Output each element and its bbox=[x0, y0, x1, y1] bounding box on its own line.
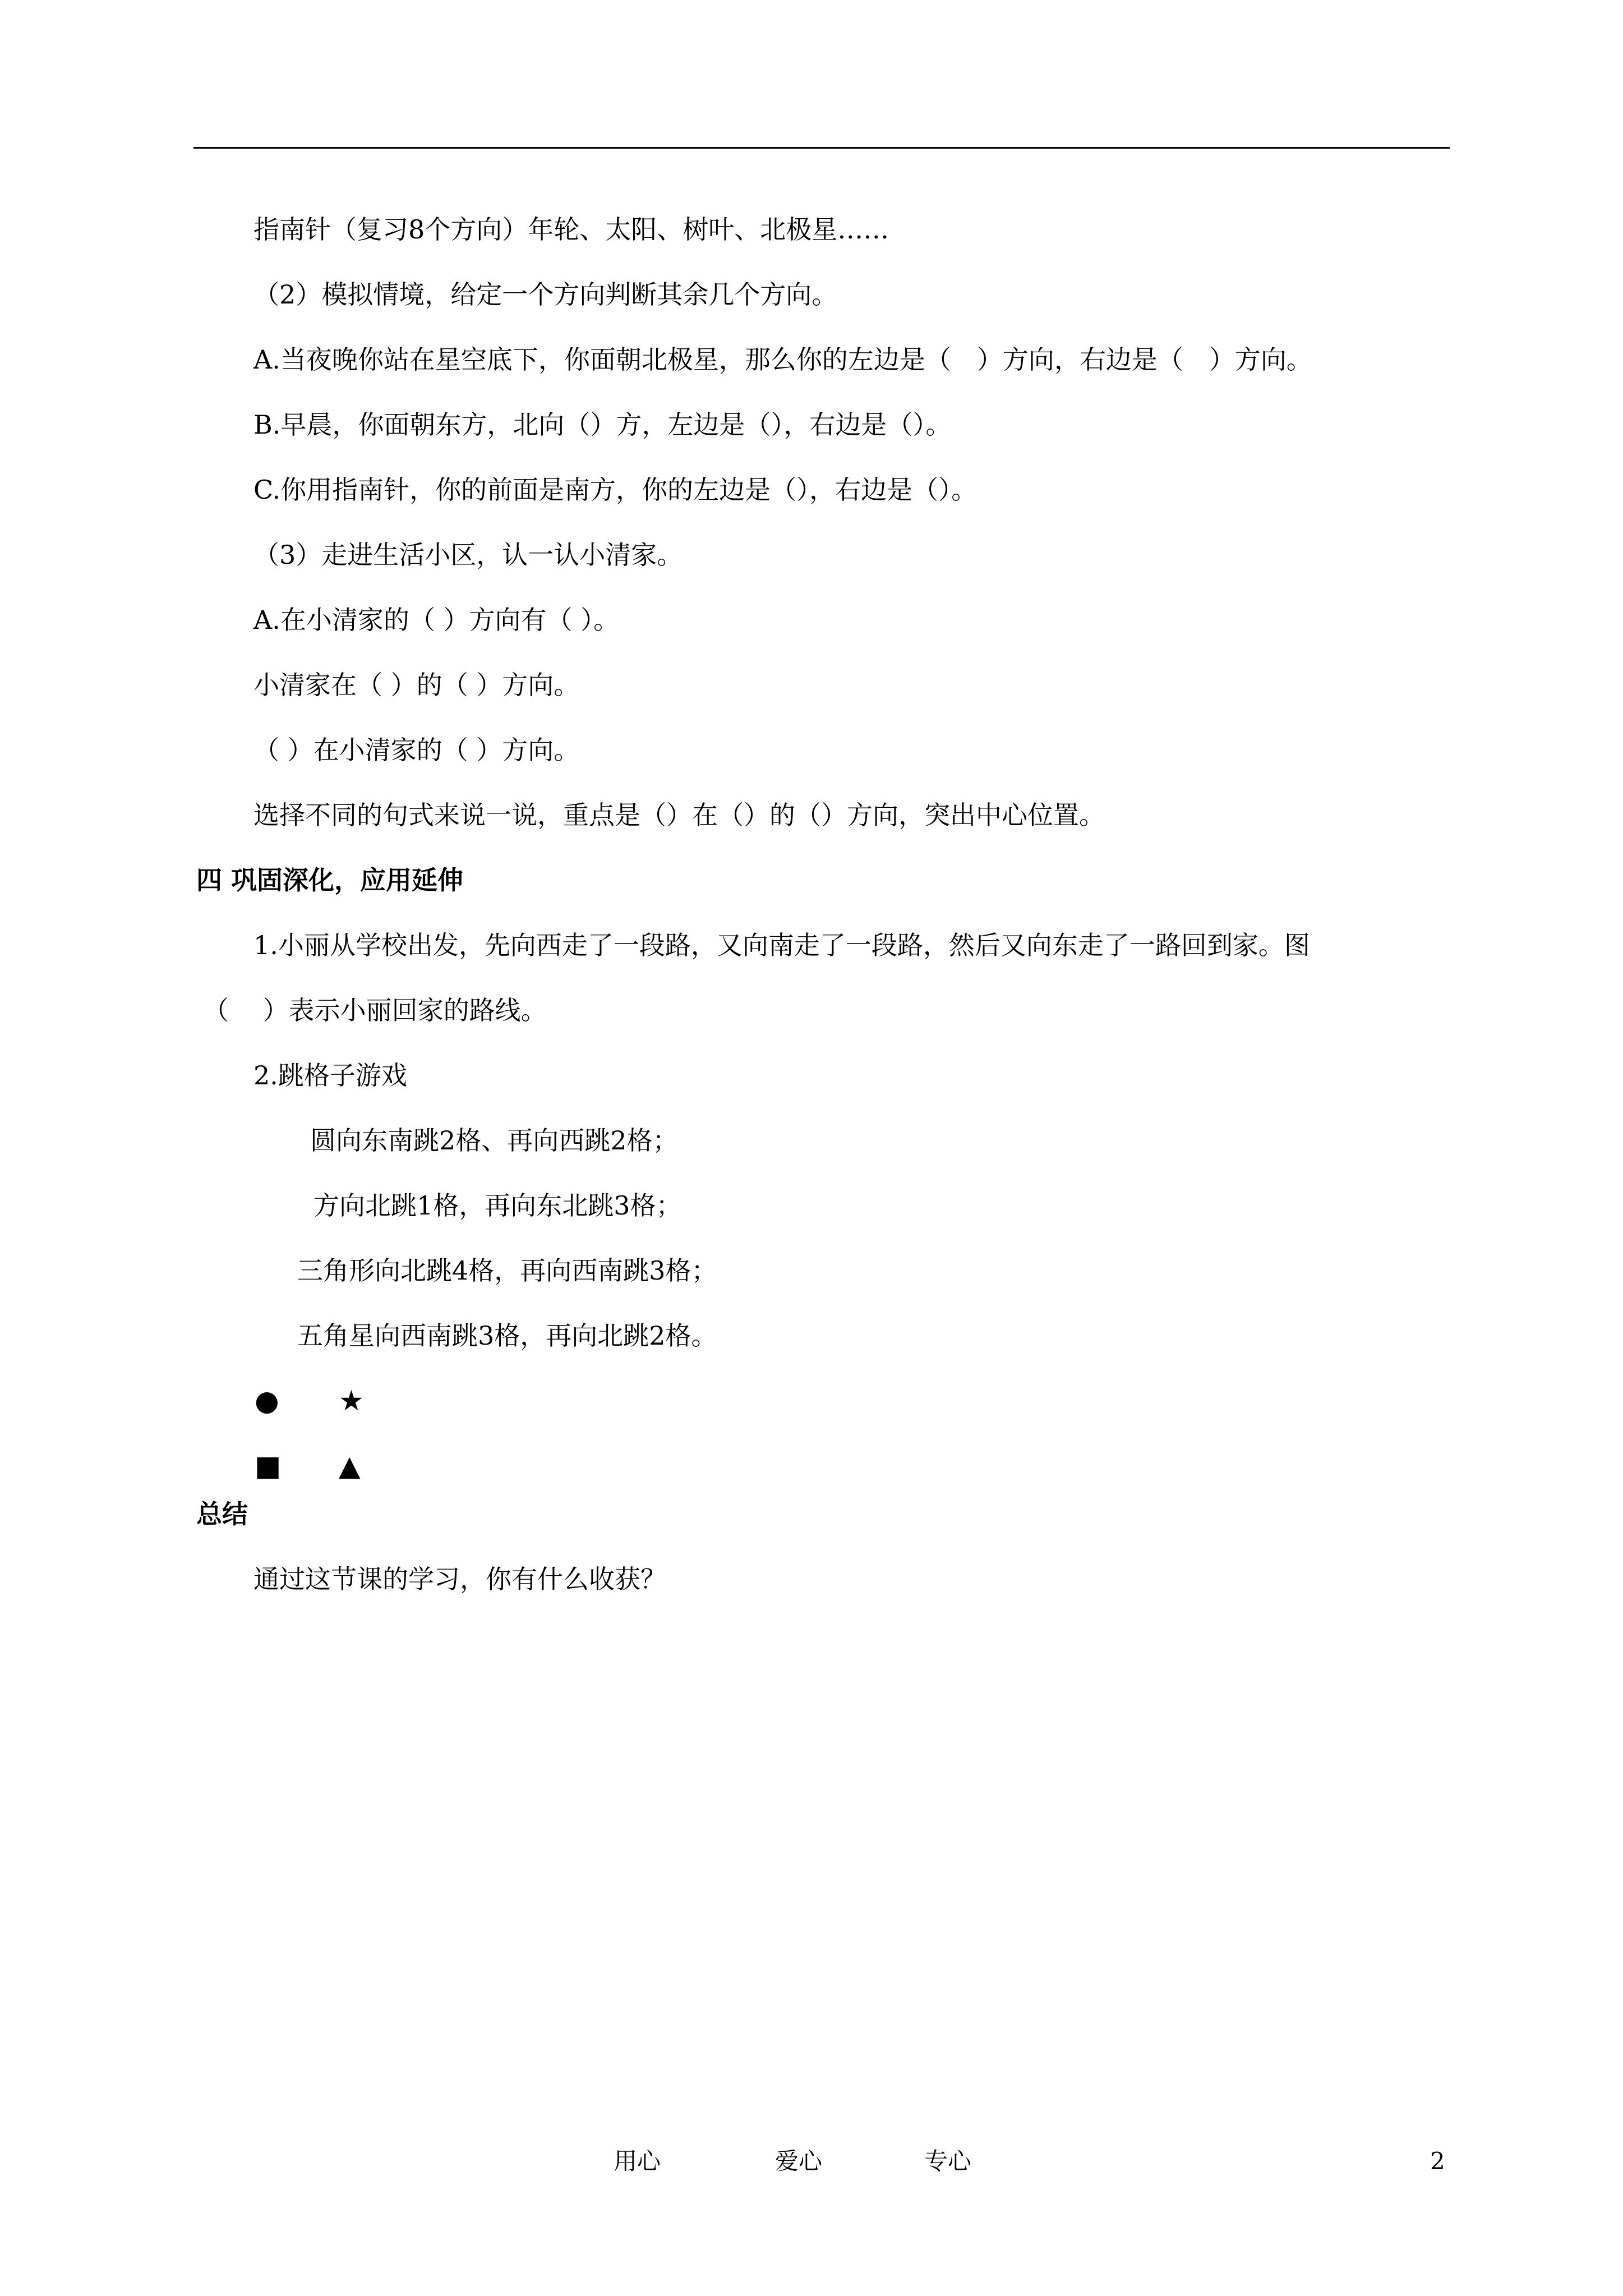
star-icon: ★ bbox=[339, 1384, 364, 1417]
square-icon: ■ bbox=[255, 1450, 282, 1482]
exercise-1-line-2: （ ）表示小丽回家的路线。 bbox=[203, 995, 547, 1025]
question-a-night: A.当夜晚你站在星空底下，你面朝北极星，那么你的左边是（ ）方向，右边是（ ）方向。 bbox=[253, 344, 1312, 375]
triangle-icon: ▲ bbox=[339, 1450, 361, 1482]
question-c-compass: C.你用指南针，你的前面是南方，你的左边是（），右边是（）。 bbox=[253, 475, 978, 505]
compass-line: 指南针（复习8个方向）年轮、太阳、树叶、北极星…… bbox=[253, 214, 889, 245]
exercise-2-title: 2.跳格子游戏 bbox=[253, 1060, 407, 1091]
community-b: 小清家在（ ）的（ ）方向。 bbox=[253, 670, 580, 700]
simulation-heading: （2）模拟情境，给定一个方向判断其余几个方向。 bbox=[253, 279, 838, 310]
circle-icon: ● bbox=[255, 1384, 279, 1417]
sentence-pattern-note: 选择不同的句式来说一说，重点是（）在（）的（）方向，突出中心位置。 bbox=[253, 800, 1105, 830]
footer-word-2: 爱心 bbox=[775, 2147, 823, 2175]
community-heading: （3）走进生活小区，认一认小清家。 bbox=[253, 540, 683, 570]
community-c: （ ）在小清家的（ ）方向。 bbox=[253, 735, 580, 765]
footer-word-3: 专心 bbox=[924, 2147, 972, 2175]
exercise-2-item-triangle: 三角形向北跳4格，再向西南跳3格； bbox=[297, 1255, 717, 1286]
exercise-2-item-square: 方向北跳1格，再向东北跳3格； bbox=[313, 1190, 682, 1221]
summary-text: 通过这节课的学习，你有什么收获？ bbox=[253, 1564, 666, 1594]
page-number: 2 bbox=[1430, 2147, 1445, 2175]
exercise-2-item-circle: 圆向东南跳2格、再向西跳2格； bbox=[310, 1125, 679, 1156]
summary-heading: 总结 bbox=[196, 1499, 248, 1529]
exercise-1-line-1: 1.小丽从学校出发，先向西走了一段路，又向南走了一段路，然后又向东走了一路回到家。图 bbox=[253, 930, 1310, 960]
exercise-2-item-star: 五角星向西南跳3格，再向北跳2格。 bbox=[297, 1320, 717, 1351]
community-a: A.在小清家的（ ）方向有（ ）。 bbox=[253, 605, 620, 635]
question-b-morning: B.早晨，你面朝东方，北向（）方，左边是（），右边是（）。 bbox=[253, 409, 952, 440]
footer-word-1: 用心 bbox=[614, 2147, 661, 2175]
header-rule bbox=[193, 147, 1450, 149]
section-4-heading: 四 巩固深化，应用延伸 bbox=[196, 865, 464, 895]
